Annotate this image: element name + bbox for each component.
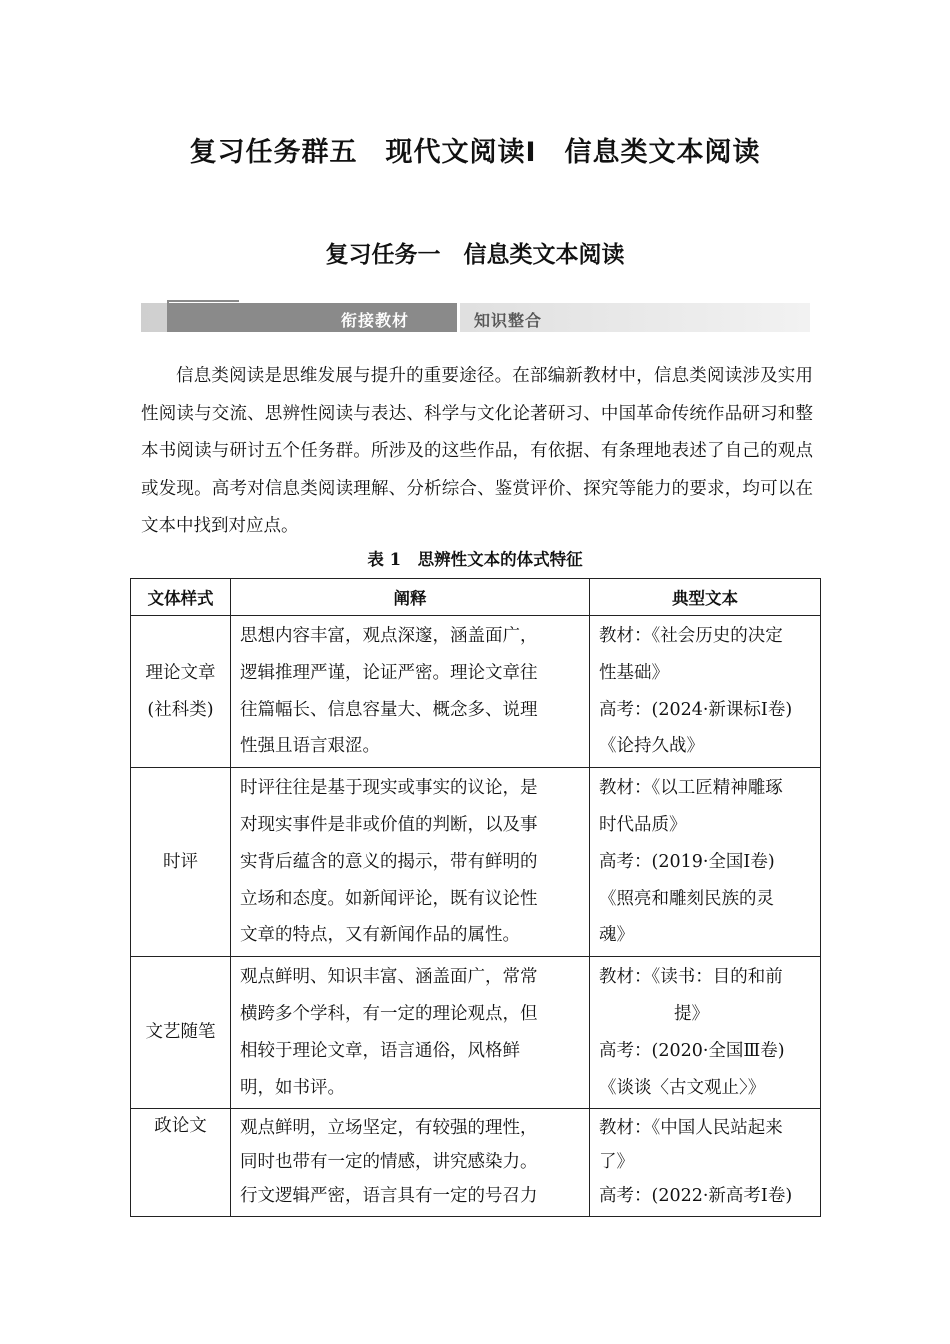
- example-line: 高考：(2019·全国Ⅰ卷): [599, 851, 775, 872]
- style-cell: [131, 768, 231, 957]
- table-header-row: [131, 579, 821, 616]
- section-title: 复习任务一 信息类文本阅读: [325, 242, 625, 268]
- example-line: 时代品质》: [599, 814, 687, 835]
- banner-divider: [457, 303, 460, 332]
- example-line: 教材：《社会历史的决定: [599, 626, 783, 646]
- example-line: 高考：(2024·新课标Ⅰ卷): [599, 699, 793, 720]
- explanation-line: 观点鲜明，立场坚定，有较强的理性，: [240, 1118, 538, 1139]
- explanation-cell: [231, 768, 590, 957]
- examples-cell: [590, 957, 821, 1109]
- table-row: [131, 1109, 821, 1217]
- examples-cell: [590, 1109, 821, 1217]
- explanation-line: 观点鲜明、知识丰富、涵盖面广，常常: [240, 967, 538, 988]
- explanation-line: 实背后蕴含的意义的揭示，带有鲜明的: [240, 851, 538, 872]
- explanation-line: 思想内容丰富，观点深邃，涵盖面广，: [240, 626, 538, 646]
- explanation-cell: [231, 616, 590, 768]
- table-row: [131, 616, 821, 768]
- main-title: 复习任务群五 现代文阅读Ⅰ 信息类文本阅读: [189, 137, 761, 168]
- style-cell: [131, 1109, 231, 1217]
- example-line: 教材：《读书：目的和前: [599, 967, 783, 988]
- example-line: 《谈谈〈古文观止〉》: [599, 1077, 766, 1098]
- genre-features-table: [130, 578, 821, 1217]
- style-cell: [131, 616, 231, 768]
- examples-cell: [590, 616, 821, 768]
- example-line: 提》: [674, 1003, 709, 1024]
- header-explanation: 阐释: [231, 579, 590, 616]
- banner-dark-block: [167, 303, 457, 332]
- intro-paragraph: 信息类阅读是思维发展与提升的重要途径。在部编新教材中，信息类阅读涉及实用性阅读与交流、思辨性阅读与表达、科学与文化论著研习、中国革命传统作品研习和整本书阅读与研讨五个任务群。所涉及的这些作品，有依据、有条理地表述了自己的观点或发现。高考对信息类阅读理解、分析综合、鉴赏评价、探究等能力的要求，均可以在文本中找到对应点。: [141, 366, 813, 536]
- style-line: 理论文章: [145, 662, 216, 683]
- explanation-line: 时评往往是基于现实或事实的议论，是: [240, 778, 538, 799]
- explanation-cell: [231, 1109, 590, 1217]
- example-line: 了》: [599, 1152, 634, 1173]
- section-banner: [141, 300, 810, 334]
- example-line: 高考：(2022·新高考Ⅰ卷): [599, 1186, 793, 1207]
- explanation-line: 立场和态度。如新闻评论，既有议论性: [240, 888, 538, 909]
- example-line: 性基础》: [599, 662, 669, 683]
- example-line: 教材：《中国人民站起来: [599, 1118, 783, 1139]
- examples-cell: [590, 768, 821, 957]
- header-style: 文体样式: [131, 579, 231, 616]
- table-row: [131, 957, 821, 1109]
- example-line: 教材：《以工匠精神雕琢: [599, 778, 783, 799]
- example-line: 《论持久战》: [599, 736, 704, 757]
- style-cell: [131, 957, 231, 1109]
- example-line: 高考：(2020·全国Ⅲ卷): [599, 1040, 785, 1061]
- example-line: 《照亮和雕刻民族的灵: [599, 888, 774, 909]
- style-line: 政论文: [154, 1116, 207, 1137]
- style-line: 文艺随笔: [145, 1022, 216, 1043]
- banner-tab-edge: [167, 300, 169, 332]
- explanation-line: 行文逻辑严密，语言具有一定的号召力: [240, 1186, 538, 1207]
- banner-label-textbook: 衔接教材: [341, 311, 410, 330]
- explanation-cell: [231, 957, 590, 1109]
- explanation-line: 明，如书评。: [240, 1077, 345, 1098]
- table-caption: 表 1 思辨性文本的体式特征: [367, 550, 583, 569]
- explanation-line: 同时也带有一定的情感，讲究感染力。: [240, 1152, 538, 1173]
- header-examples: 典型文本: [590, 579, 821, 616]
- example-line: 魂》: [599, 925, 634, 946]
- explanation-line: 对现实事件是非或价值的判断，以及事: [240, 814, 538, 835]
- style-line: 时评: [163, 851, 198, 872]
- explanation-line: 逻辑推理严谨，论证严密。理论文章往: [240, 662, 538, 683]
- explanation-line: 横跨多个学科，有一定的理论观点，但: [240, 1003, 538, 1024]
- explanation-line: 往篇幅长、信息容量大、概念多、说理: [240, 699, 538, 720]
- explanation-line: 文章的特点，又有新闻作品的属性。: [240, 925, 520, 946]
- banner-label-knowledge: 知识整合: [474, 311, 543, 330]
- explanation-line: 性强且语言艰涩。: [240, 736, 380, 757]
- style-line: (社科类): [147, 699, 214, 720]
- table-row: [131, 768, 821, 957]
- banner-tab-line: [167, 300, 239, 302]
- explanation-line: 相较于理论文章，语言通俗，风格鲜: [240, 1040, 520, 1061]
